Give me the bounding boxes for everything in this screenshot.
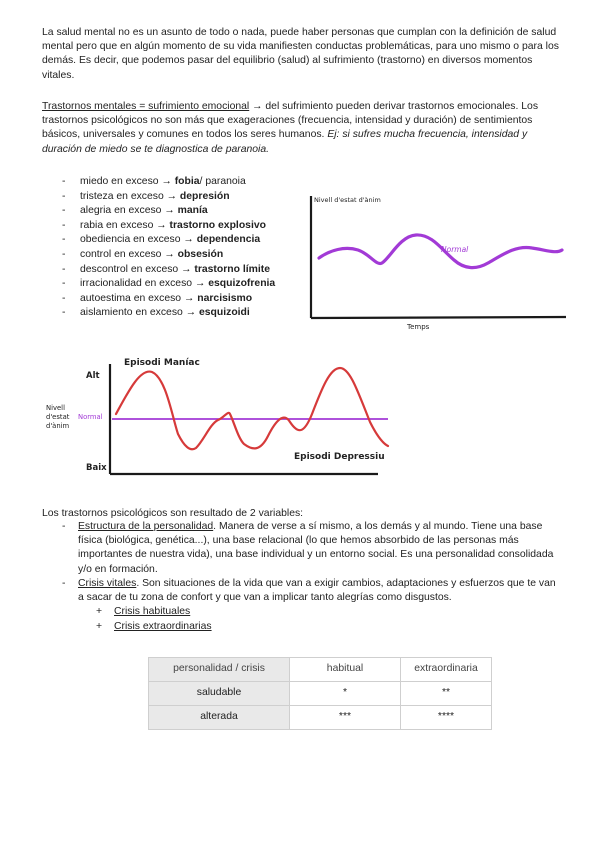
table-row xyxy=(149,682,492,706)
graph2-nivell: Nivell xyxy=(46,404,65,412)
list-item: - tristeza en exceso → depresión xyxy=(62,190,230,202)
table-cell: alterada xyxy=(149,706,290,730)
personality-title: Estructura de la personalidad xyxy=(78,521,214,532)
normal-mood-graph xyxy=(300,190,570,335)
table-row xyxy=(149,706,492,730)
table-header-cell: habitual xyxy=(290,658,401,682)
list-item: + Crisis extraordinarias xyxy=(96,620,212,632)
list-item: + Crisis habituales xyxy=(96,606,191,618)
emotion-list xyxy=(62,175,312,321)
episodes-graph xyxy=(40,352,400,482)
graph1-curve-label: Normal xyxy=(441,245,469,254)
list-item: - autoestima en exceso → narcisismo xyxy=(62,292,253,304)
list-item: - Crisis vitales. Son situaciones de la vida que van a exigir cambios, adaptaciones y esfuerzos que te van a sacar de tu zona de confort y que van a implicar tanto alegrías como disgustos. xyxy=(62,577,556,604)
table-cell: **** xyxy=(401,706,492,730)
crisis-table xyxy=(148,657,492,730)
trastornos-heading: Trastornos mentales = sufrimiento emocional xyxy=(42,101,250,112)
variables-intro: Los trastornos psicológicos son resultado de 2 variables: xyxy=(42,508,304,519)
variables-list xyxy=(62,520,562,634)
graph2-anim: d'ànim xyxy=(46,422,70,430)
table-cell: *** xyxy=(290,706,401,730)
list-item: - alegria en exceso → manía xyxy=(62,205,208,217)
graph2-baix: Baix xyxy=(86,463,107,473)
list-item: - descontrol en exceso → trastorno límite xyxy=(62,263,270,275)
table-header-cell: extraordinaria xyxy=(401,658,492,682)
graph1-ylabel: Nivell d'estat d'ànim xyxy=(314,196,381,204)
list-item: - aislamiento en exceso → esquizoidi xyxy=(62,307,250,319)
table-header-row xyxy=(149,658,492,682)
graph2-estat: d'estat xyxy=(46,413,70,421)
table-header-cell: personalidad / crisis xyxy=(149,658,290,682)
graph2-alt: Alt xyxy=(86,371,100,381)
intro-paragraph: La salud mental no es un asunto de todo o nada, puede haber personas que cumplan con la definición de salud mental pero que en algún momento de su vida manifiesten conductas problemáticas, para uno mismo o para los demás. Es decir, que podemos pasar del equilibrio (salud) al sufrimiento (trastorno) en diversos momentos vitales. xyxy=(42,27,559,81)
list-item: - obediencia en exceso → dependencia xyxy=(62,234,261,246)
list-item: - miedo en exceso → fobia/ paranoia xyxy=(62,176,246,187)
trastornos-paragraph: Trastornos mentales = sufrimiento emocional → del sufrimiento pueden derivar trastornos emocionales. Los trastornos psicológicos no son más que exageraciones (frecuencia, intensidad y duración) de sentimientos básicos, universales y comunes en todos los seres humanos. Ej: si sufres mucha frecuencia, intensidad y duración de miedo se te diagnostica de paranoia. xyxy=(42,101,539,155)
list-item: - control en exceso → obsesión xyxy=(62,248,224,260)
graph2-normal-label: Normal xyxy=(78,413,103,421)
graph2-depressive-label: Episodi Depressiu xyxy=(294,452,385,462)
graph2-mood-curve xyxy=(116,368,388,449)
list-item: - Estructura de la personalidad. Manera de verse a sí mismo, a los demás y al mundo. Tiene una base física (biológica, genética...), una base relacional (lo que hemos absorbido de las personas más importantes de nuestra vida), una base individual y un entorno social. Es una personalidad consolidada y/o en formación. xyxy=(62,521,554,575)
paranoia-example: Ej: si sufres mucha frecuencia, intensidad y duración de miedo se te diagnostica de paranoia. xyxy=(42,129,528,155)
list-item: - rabia en exceso → trastorno explosivo xyxy=(62,219,266,231)
graph1-xlabel: Temps xyxy=(407,323,430,331)
table-cell: * xyxy=(290,682,401,706)
table-cell: ** xyxy=(401,682,492,706)
crisis-title: Crisis vitales xyxy=(78,577,137,589)
graph1-x-axis xyxy=(311,317,566,318)
list-item: - irracionalidad en exceso → esquizofrenia xyxy=(62,278,276,290)
graph2-manic-label: Episodi Maníac xyxy=(124,358,200,368)
table-cell: saludable xyxy=(149,682,290,706)
